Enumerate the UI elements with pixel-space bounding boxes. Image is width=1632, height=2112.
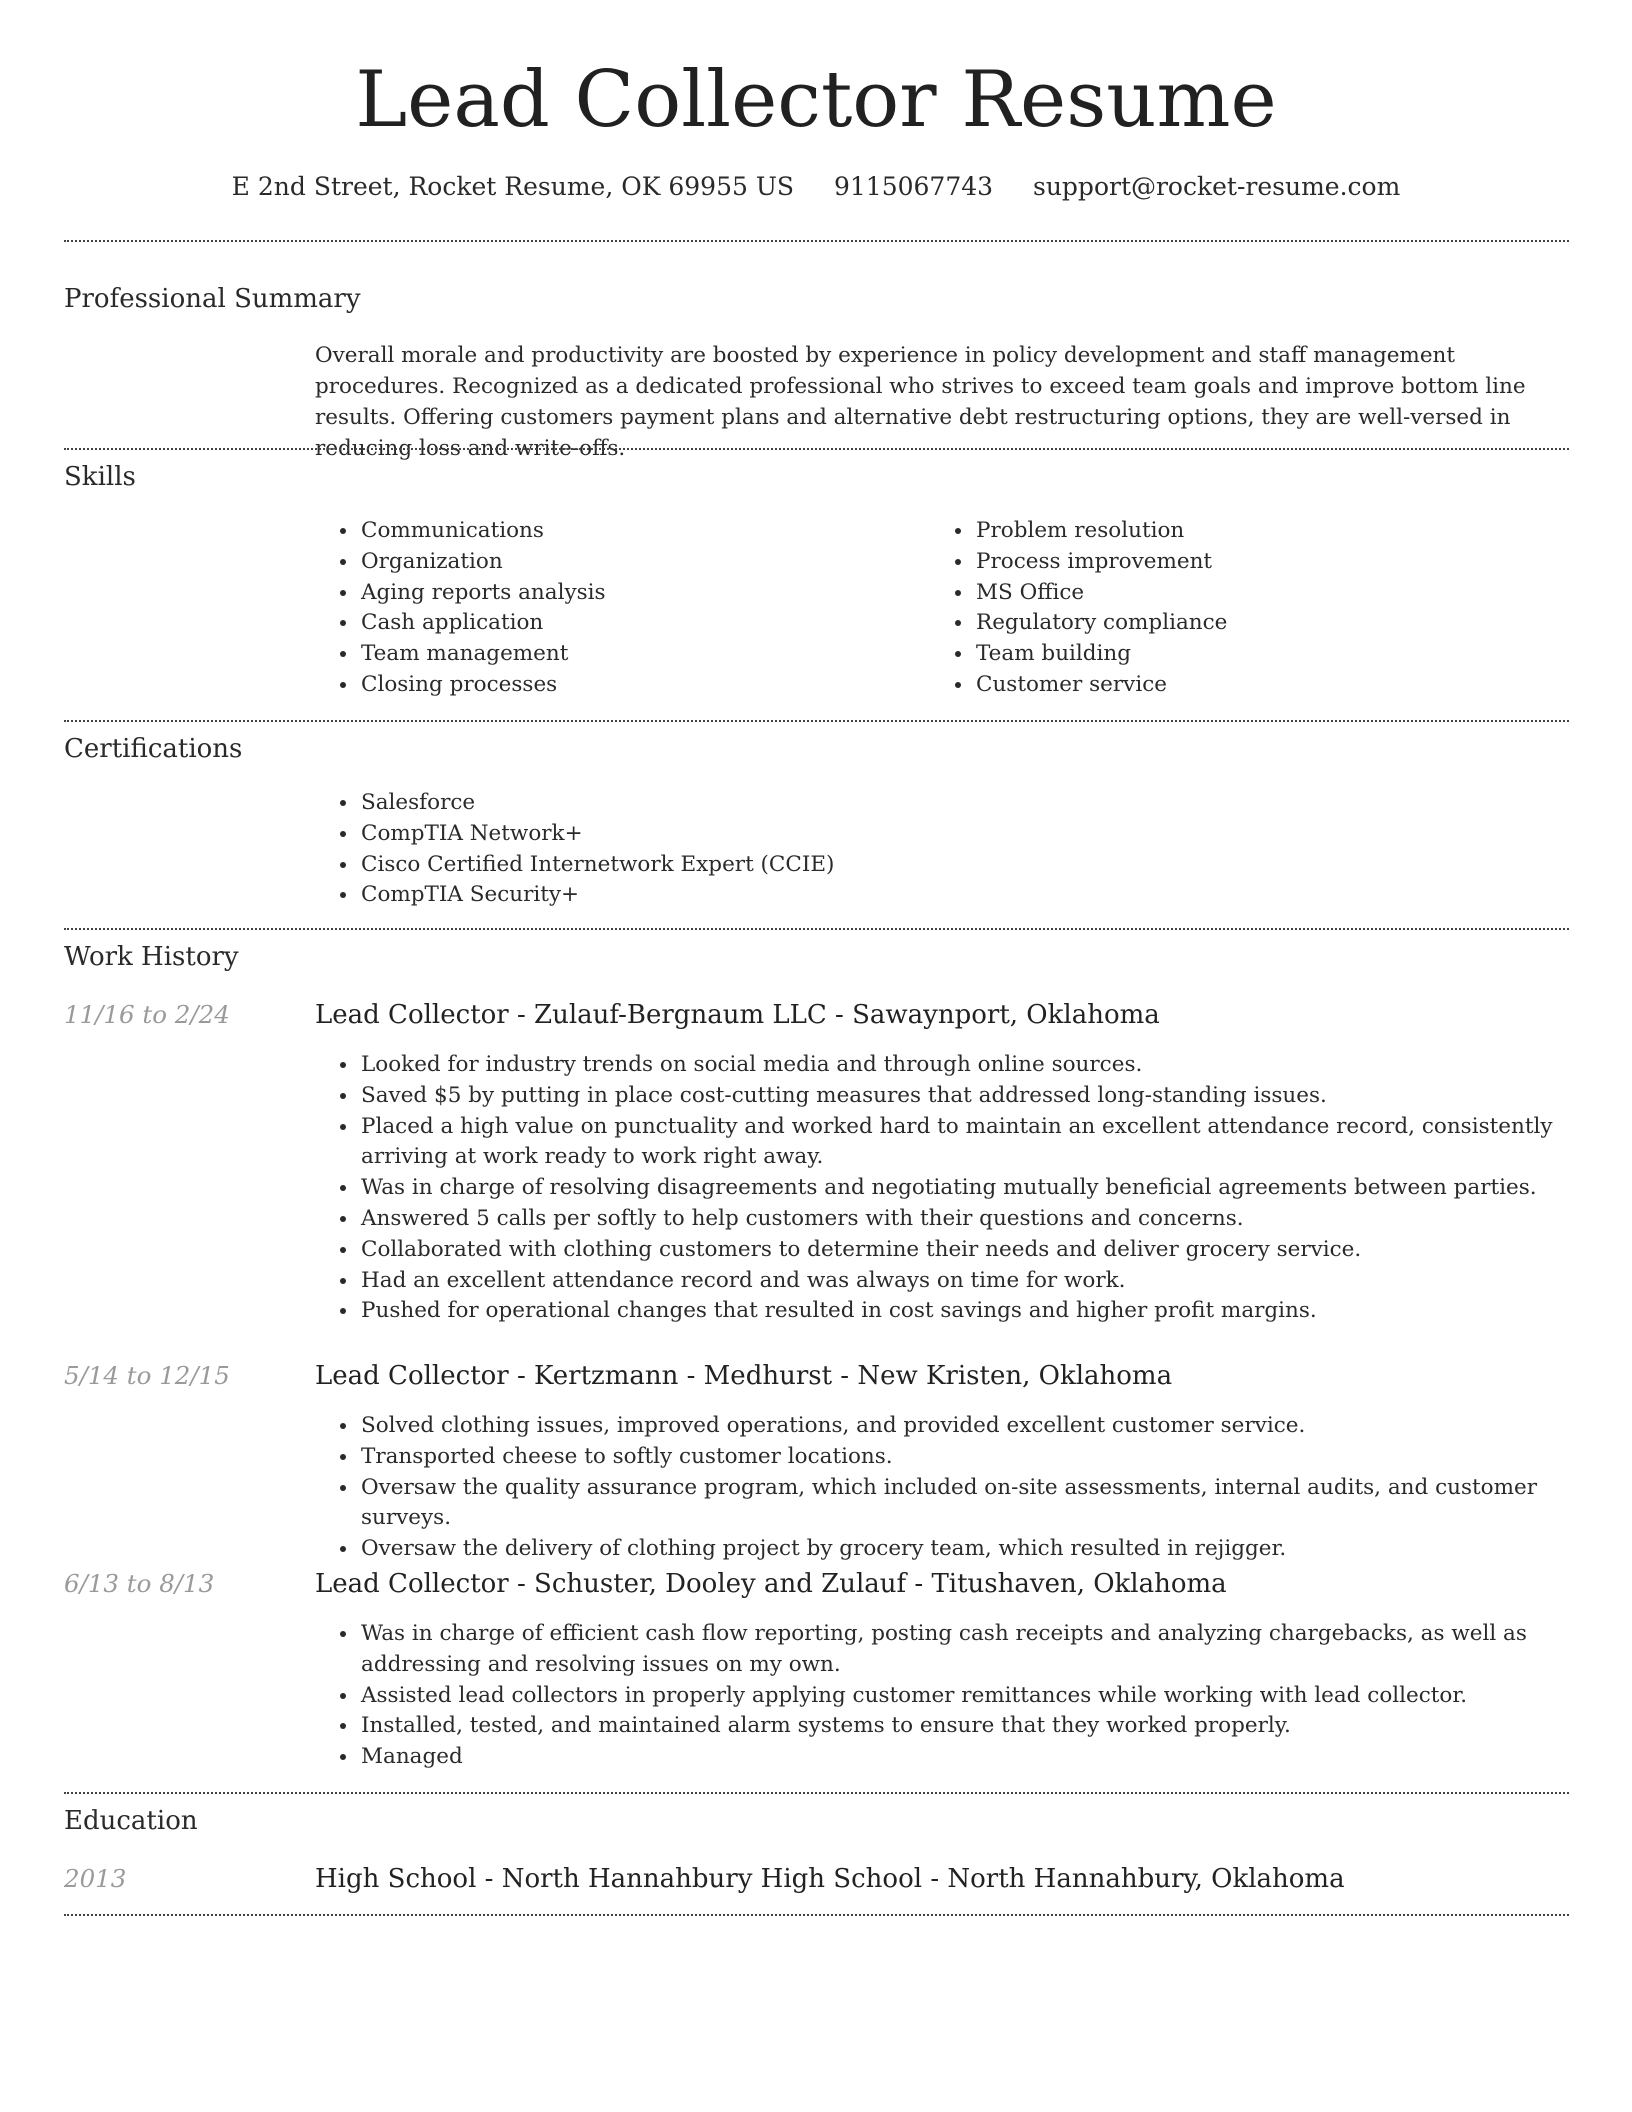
job-bullet: • Transported cheese to softly customer locations. [359,1442,1609,1473]
education-year: 2013 [64,1864,127,1893]
divider [64,1792,1569,1794]
education-heading: High School - North Hannahbury High School - North Hannahbury, Oklahoma [315,1864,1345,1894]
job-bullet: • Was in charge of resolving disagreements and negotiating mutually beneficial agreements between parties. [359,1173,1609,1204]
job-bullet: • Assisted lead collectors in properly applying customer remittances while working with lead collector. [359,1681,1609,1712]
job-dates: 5/14 to 12/15 [64,1361,230,1390]
job-bullet: • Oversaw the quality assurance program, which included on-site assessments, internal audits, and customer surveys. [359,1473,1609,1535]
divider [64,720,1569,722]
skill-item: • Closing processes [359,670,919,701]
skills-list-right [930,516,1574,701]
contact-address: E 2nd Street, Rocket Resume, OK 69955 US [231,172,795,201]
skill-item: • Problem resolution [974,516,1574,547]
job-bullet: • Pushed for operational changes that resulted in cost savings and higher profit margins. [359,1296,1609,1327]
certifications-list [315,788,1559,911]
skill-item: • Cash application [359,608,919,639]
skill-item: • Regulatory compliance [974,608,1574,639]
skills-list-left [315,516,919,701]
job-bullet: • Oversaw the delivery of clothing project by grocery team, which resulted in rejigger. [359,1534,1609,1565]
job-bullet: • Answered 5 calls per softly to help customers with their questions and concerns. [359,1204,1609,1235]
contact-phone: 9115067743 [833,172,994,201]
job-bullets [315,1411,1609,1565]
resume-title: Lead Collector Resume [355,55,1277,145]
skill-item: • Organization [359,547,919,578]
skill-item: • Customer service [974,670,1574,701]
divider [64,448,1569,450]
skill-item: • Team building [974,639,1574,670]
section-title-certifications: Certifications [64,734,243,764]
divider [64,240,1569,242]
job-bullet: • Managed [359,1742,1609,1773]
job-bullet: • Solved clothing issues, improved operations, and provided excellent customer service. [359,1411,1609,1442]
job-dates: 6/13 to 8/13 [64,1569,215,1598]
divider [64,928,1569,930]
job-bullet: • Had an excellent attendance record and was always on time for work. [359,1266,1609,1297]
job-bullet: • Looked for industry trends on social media and through online sources. [359,1050,1609,1081]
section-title-work-history: Work History [64,942,239,972]
certification-item: • CompTIA Network+ [359,819,1559,850]
certification-item: • Cisco Certified Internetwork Expert (CCIE) [359,850,1559,881]
contact-line [0,170,1632,204]
section-title-education: Education [64,1806,198,1836]
skill-item: • Communications [359,516,919,547]
skill-item: • Aging reports analysis [359,578,919,609]
certification-item: • Salesforce [359,788,1559,819]
skill-item: • Team management [359,639,919,670]
job-heading: Lead Collector - Zulauf-Bergnaum LLC - Sawaynport, Oklahoma [315,1000,1160,1030]
section-title-skills: Skills [64,462,136,492]
certification-item: • CompTIA Security+ [359,880,1559,911]
job-bullet: • Collaborated with clothing customers to determine their needs and deliver grocery service. [359,1235,1609,1266]
summary-text: Overall morale and productivity are boosted by experience in policy development and staff management procedures. Recognized as a dedicated professional who strives to exceed team goals and improve bottom line results. Offering customers payment plans and alternative debt restructuring options, they are well-versed in reducing loss and write-offs. [315,343,1526,461]
section-title-summary: Professional Summary [64,284,361,314]
job-bullet: • Saved $5 by putting in place cost-cutting measures that addressed long-standing issues. [359,1081,1609,1112]
job-bullet: • Placed a high value on punctuality and worked hard to maintain an excellent attendance record, consistently arriving at work ready to work right away. [359,1112,1609,1174]
divider [64,1914,1569,1916]
job-heading: Lead Collector - Schuster, Dooley and Zulauf - Titushaven, Oklahoma [315,1569,1227,1599]
job-dates: 11/16 to 2/24 [64,1000,230,1029]
skill-item: • MS Office [974,578,1574,609]
job-bullet: • Was in charge of efficient cash flow reporting, posting cash receipts and analyzing chargebacks, as well as addressing and resolving issues on my own. [359,1619,1609,1681]
job-heading: Lead Collector - Kertzmann - Medhurst - New Kristen, Oklahoma [315,1361,1173,1391]
job-bullet: • Installed, tested, and maintained alarm systems to ensure that they worked properly. [359,1711,1609,1742]
job-bullets [315,1050,1609,1327]
contact-email: support@rocket-resume.com [1033,172,1401,201]
skill-item: • Process improvement [974,547,1574,578]
job-bullets [315,1619,1609,1773]
